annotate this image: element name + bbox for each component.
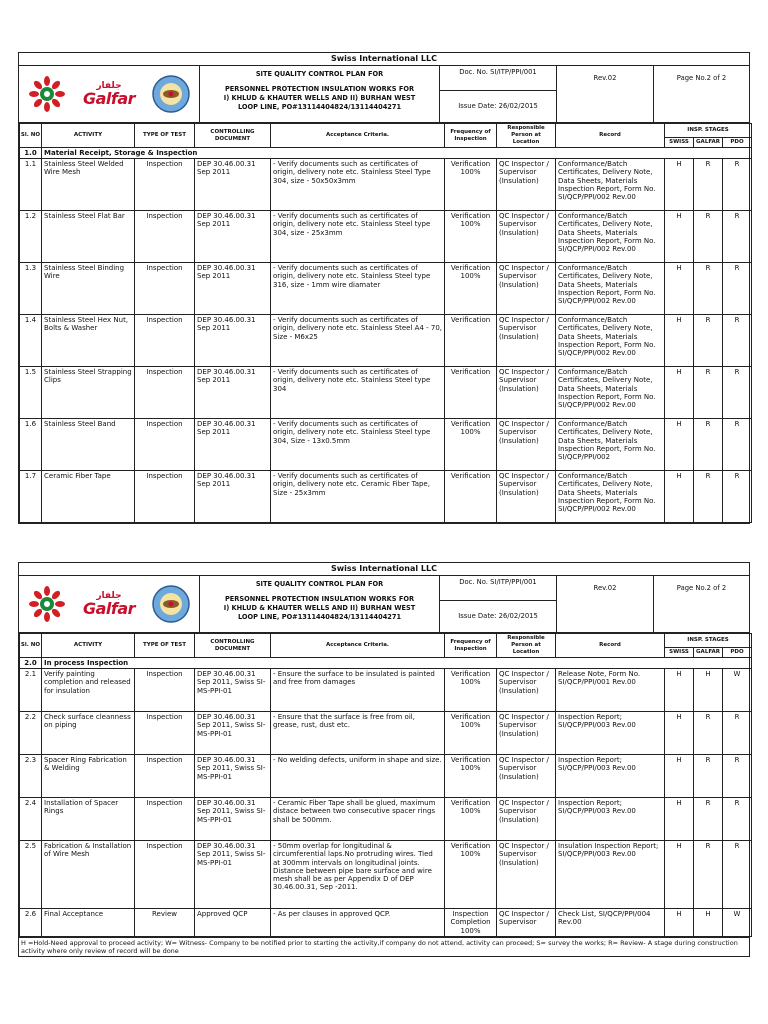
cell-no: 2.3 — [20, 755, 42, 798]
title-line-1: SITE QUALITY CONTROL PLAN FOR — [255, 70, 384, 78]
galfar-logo-text: Galfar — [82, 89, 136, 108]
cell-swiss: H — [665, 419, 694, 471]
cell-doc: DEP 30.46.00.31 Sep 2011 — [195, 471, 271, 523]
doc-info — [440, 576, 557, 632]
section-number: 1.0 — [20, 148, 42, 159]
logo-area — [19, 66, 200, 122]
cell-criteria: - 50mm overlap for longitudinal & circumferential laps.No protruding wires. Tied at 300mm intervals on longitudinal joints. Distance between pipe bare surface and wire mesh shall be as per Appendix D of DEP 30.46.00.31, Sep -2011. — [271, 841, 445, 909]
cell-test: Inspection — [135, 367, 195, 419]
cell-freq: Inspection Completion 100% — [445, 909, 497, 937]
col-activity: ACTIVITY — [42, 634, 135, 658]
cell-record: Conformance/Batch Certificates, Delivery Note, Data Sheets, Materials Inspection Report, Form No. SI/QCP/PPI/002 Rev.00 — [556, 159, 665, 211]
doc-info — [440, 66, 557, 122]
cell-no: 1.5 — [20, 367, 42, 419]
cell-freq: Verification 100% — [445, 841, 497, 909]
galfar-logo-text: Galfar — [82, 599, 136, 618]
cell-pdo: R — [723, 211, 752, 263]
cell-galfar: R — [694, 471, 723, 523]
cell-doc: DEP 30.46.00.31 Sep 2011, Swiss SI-MS-PPI-01 — [195, 712, 271, 755]
cell-record: Inspection Report; SI/QCP/PPI/003 Rev.00 — [556, 755, 665, 798]
issue-date: Issue Date: 26/02/2015 — [458, 612, 538, 620]
cell-freq: Verification 100% — [445, 159, 497, 211]
cell-resp: QC Inspector / Supervisor (Insulation) — [497, 471, 556, 523]
cell-resp: QC Inspector / Supervisor (Insulation) — [497, 841, 556, 909]
cell-resp: QC Inspector / Supervisor (Insulation) — [497, 159, 556, 211]
sheet-header — [19, 66, 749, 123]
cell-pdo: W — [723, 669, 752, 712]
plan-title — [200, 576, 440, 632]
cell-galfar: R — [694, 419, 723, 471]
cell-record: Inspection Report; SI/QCP/PPI/003 Rev.00 — [556, 798, 665, 841]
cell-pdo: R — [723, 367, 752, 419]
cell-no: 1.3 — [20, 263, 42, 315]
col-galfar: GALFAR — [694, 138, 723, 148]
col-responsible: Responsible Person at Location — [497, 124, 556, 148]
cell-swiss: H — [665, 159, 694, 211]
cell-swiss: H — [665, 909, 694, 937]
cell-freq: Verification — [445, 471, 497, 523]
cell-record: Conformance/Batch Certificates, Delivery Note, Data Sheets, Materials Inspection Report, Form No. SI/QCP/PPI/002 Rev.00 — [556, 367, 665, 419]
cell-test: Inspection — [135, 471, 195, 523]
cell-activity: Installation of Spacer Rings — [42, 798, 135, 841]
cell-swiss: H — [665, 315, 694, 367]
cell-criteria: - Verify documents such as certificates of origin, delivery note etc. Stainless Steel type 316, size - 1mm wire diamater — [271, 263, 445, 315]
cell-record: Check List, SI/QCP/PPI/004 Rev.00 — [556, 909, 665, 937]
qcp-table — [19, 633, 752, 937]
cell-resp: QC Inspector / Supervisor (Insulation) — [497, 712, 556, 755]
section-header — [20, 658, 752, 669]
cell-galfar: R — [694, 159, 723, 211]
cell-no: 2.2 — [20, 712, 42, 755]
cell-criteria: - No welding defects, uniform in shape and size. — [271, 755, 445, 798]
cell-galfar: R — [694, 798, 723, 841]
issue-date: Issue Date: 26/02/2015 — [458, 102, 538, 110]
cell-resp: QC Inspector / Supervisor (Insulation) — [497, 315, 556, 367]
flower-logo-icon — [27, 74, 67, 114]
title-line-3: I) KHLUD & KHAUTER WELLS AND II) BURHAN WEST — [223, 94, 416, 102]
cell-test: Inspection — [135, 263, 195, 315]
cell-swiss: H — [665, 367, 694, 419]
cell-activity: Stainless Steel Welded Wire Mesh — [42, 159, 135, 211]
cell-record: Insulation Inspection Report; SI/QCP/PPI/003 Rev.00 — [556, 841, 665, 909]
title-line-2: PERSONNEL PROTECTION INSULATION WORKS FOR — [224, 85, 415, 93]
cell-freq: Verification 100% — [445, 712, 497, 755]
title-line-4: LOOP LINE, PO#13114404824/13114404271 — [237, 613, 402, 621]
cell-freq: Verification 100% — [445, 755, 497, 798]
cell-pdo: R — [723, 841, 752, 909]
col-swiss: SWISS — [665, 138, 694, 148]
qcp-table — [19, 123, 752, 523]
cell-swiss: H — [665, 755, 694, 798]
cell-test: Inspection — [135, 798, 195, 841]
cell-test: Inspection — [135, 712, 195, 755]
cell-swiss: H — [665, 263, 694, 315]
company-name: Swiss International LLC — [19, 53, 749, 66]
col-type-of-test: TYPE OF TEST — [135, 124, 195, 148]
cell-criteria: - Verify documents such as certificates of origin, delivery note etc. Ceramic Fiber Tape, Size - 25x3mm — [271, 471, 445, 523]
cell-resp: QC Inspector / Supervisor (Insulation) — [497, 419, 556, 471]
cell-pdo: R — [723, 798, 752, 841]
col-frequency: Frequency of Inspection — [445, 634, 497, 658]
page-number: Page No.2 of 2 — [676, 74, 727, 82]
doc-number: Doc. No. SI/ITP/PPI/001 — [440, 576, 556, 601]
cell-test: Inspection — [135, 211, 195, 263]
cell-record: Conformance/Batch Certificates, Delivery Note, Data Sheets, Materials Inspection Report, Form No. SI/QCP/PPI/002 Rev.00 — [556, 315, 665, 367]
section-title: Material Receipt, Storage & Inspection — [42, 148, 752, 159]
col-insp-stages: INSP. STAGES — [665, 634, 752, 648]
flower-logo-icon — [27, 584, 67, 624]
cell-doc: DEP 30.46.00.31 Sep 2011, Swiss SI-MS-PPI-01 — [195, 755, 271, 798]
col-controlling-document: CONTROLLING DOCUMENT — [195, 124, 271, 148]
cell-activity: Final Acceptance — [42, 909, 135, 937]
cell-activity: Verify painting completion and released for insulation — [42, 669, 135, 712]
cell-freq: Verification 100% — [445, 798, 497, 841]
col-frequency: Frequency of Inspection — [445, 124, 497, 148]
table-row — [20, 367, 752, 419]
cell-freq: Verification 100% — [445, 263, 497, 315]
cell-galfar: R — [694, 315, 723, 367]
cell-activity: Stainless Steel Binding Wire — [42, 263, 135, 315]
company-name: Swiss International LLC — [19, 563, 749, 576]
section-title: In process Inspection — [42, 658, 752, 669]
col-swiss: SWISS — [665, 648, 694, 658]
cell-pdo: W — [723, 909, 752, 937]
galfar-logo — [83, 591, 135, 617]
qcp-sheet-1 — [18, 52, 750, 524]
cell-freq: Verification 100% — [445, 419, 497, 471]
table-row — [20, 755, 752, 798]
section-header — [20, 148, 752, 159]
cell-no: 2.6 — [20, 909, 42, 937]
cell-test: Inspection — [135, 159, 195, 211]
cell-criteria: - Verify documents such as certificates of origin, delivery note etc. Stainless Steel A4 - 70, Size - M6x25 — [271, 315, 445, 367]
table-row — [20, 211, 752, 263]
cell-doc: DEP 30.46.00.31 Sep 2011, Swiss SI-MS-PPI-01 — [195, 669, 271, 712]
cell-test: Inspection — [135, 755, 195, 798]
cell-activity: Stainless Steel Band — [42, 419, 135, 471]
revision: Rev.02 — [557, 66, 654, 122]
cell-record: Conformance/Batch Certificates, Delivery Note, Data Sheets, Materials Inspection Report, Form No. SI/QCP/PPI/002 Rev.00 — [556, 263, 665, 315]
title-line-2: PERSONNEL PROTECTION INSULATION WORKS FOR — [224, 595, 415, 603]
title-line-3: I) KHLUD & KHAUTER WELLS AND II) BURHAN WEST — [223, 604, 416, 612]
cell-swiss: H — [665, 798, 694, 841]
cell-doc: DEP 30.46.00.31 Sep 2011 — [195, 159, 271, 211]
col-galfar: GALFAR — [694, 648, 723, 658]
col-pdo: PDO — [723, 648, 752, 658]
qcp-sheet-2 — [18, 562, 750, 957]
cell-no: 2.4 — [20, 798, 42, 841]
cell-swiss: H — [665, 712, 694, 755]
cell-pdo: R — [723, 419, 752, 471]
cell-pdo: R — [723, 159, 752, 211]
col-sl-no: Sl. NO — [20, 634, 42, 658]
cell-activity: Stainless Steel Flat Bar — [42, 211, 135, 263]
table-row — [20, 315, 752, 367]
cell-record: Inspection Report; SI/QCP/PPI/003 Rev.00 — [556, 712, 665, 755]
cell-criteria: - Verify documents such as certificates of origin, delivery note etc. Stainless Steel type 304, Size - 13x0.5mm — [271, 419, 445, 471]
sheet-header — [19, 576, 749, 633]
col-controlling-document: CONTROLLING DOCUMENT — [195, 634, 271, 658]
cell-test: Inspection — [135, 315, 195, 367]
cell-activity: Fabrication & Installation of Wire Mesh — [42, 841, 135, 909]
cell-swiss: H — [665, 471, 694, 523]
cell-resp: QC Inspector / Supervisor (Insulation) — [497, 211, 556, 263]
table-row — [20, 798, 752, 841]
cell-activity: Ceramic Fiber Tape — [42, 471, 135, 523]
pdo-emblem-icon — [151, 584, 191, 624]
cell-criteria: - Verify documents such as certificates of origin, delivery note etc. Stainless Steel type 304 — [271, 367, 445, 419]
table-row — [20, 909, 752, 937]
cell-test: Review — [135, 909, 195, 937]
cell-swiss: H — [665, 669, 694, 712]
cell-doc: DEP 30.46.00.31 Sep 2011 — [195, 263, 271, 315]
col-pdo: PDO — [723, 138, 752, 148]
cell-galfar: R — [694, 211, 723, 263]
cell-freq: Verification 100% — [445, 211, 497, 263]
doc-number: Doc. No. SI/ITP/PPI/001 — [440, 66, 556, 91]
cell-resp: QC Inspector / Supervisor (Insulation) — [497, 798, 556, 841]
table-row — [20, 419, 752, 471]
cell-resp: QC Inspector / Supervisor (Insulation) — [497, 367, 556, 419]
logo-area — [19, 576, 200, 632]
col-acceptance: Acceptance Criteria. — [271, 634, 445, 658]
plan-title — [200, 66, 440, 122]
cell-pdo: R — [723, 263, 752, 315]
cell-record: Conformance/Batch Certificates, Delivery Note, Data Sheets, Materials Inspection Report, Form No. SI/QCP/PPI/002 Rev.00 — [556, 211, 665, 263]
cell-galfar: R — [694, 841, 723, 909]
cell-activity: Stainless Steel Hex Nut, Bolts & Washer — [42, 315, 135, 367]
col-type-of-test: TYPE OF TEST — [135, 634, 195, 658]
cell-doc: DEP 30.46.00.31 Sep 2011 — [195, 367, 271, 419]
cell-test: Inspection — [135, 419, 195, 471]
cell-galfar: H — [694, 669, 723, 712]
cell-criteria: - Ensure the surface to be insulated is painted and free from damages — [271, 669, 445, 712]
cell-resp: QC Inspector / Supervisor (Insulation) — [497, 669, 556, 712]
cell-record: Conformance/Batch Certificates, Delivery Note, Data Sheets, Materials Inspection Report, Form No. SI/QCP/PPI/002 Rev.00 — [556, 471, 665, 523]
cell-pdo: R — [723, 315, 752, 367]
section-number: 2.0 — [20, 658, 42, 669]
cell-galfar: R — [694, 367, 723, 419]
col-acceptance: Acceptance Criteria. — [271, 124, 445, 148]
table-row — [20, 159, 752, 211]
legend-note: H =Hold-Need approval to proceed activity; W= Witness- Company to be notified prior to starting the activity,if company do not attend, activity can proceed; S= survey the works; R= Review- A stage during construction activity where only review of record will be done — [19, 937, 749, 956]
cell-no: 2.1 — [20, 669, 42, 712]
col-sl-no: Sl. NO — [20, 124, 42, 148]
cell-no: 2.5 — [20, 841, 42, 909]
cell-swiss: H — [665, 211, 694, 263]
cell-no: 1.7 — [20, 471, 42, 523]
cell-test: Inspection — [135, 841, 195, 909]
col-responsible: Responsible Person at Location — [497, 634, 556, 658]
galfar-logo — [83, 81, 135, 107]
pdo-emblem-icon — [151, 74, 191, 114]
cell-criteria: - Ceramic Fiber Tape shall be glued, maximum distace between two consecutive spacer rings shall be 500mm. — [271, 798, 445, 841]
cell-record: Release Note, Form No. SI/QCP/PPI/001 Rev.00 — [556, 669, 665, 712]
table-row — [20, 712, 752, 755]
col-activity: ACTIVITY — [42, 124, 135, 148]
cell-swiss: H — [665, 841, 694, 909]
title-line-1: SITE QUALITY CONTROL PLAN FOR — [255, 580, 384, 588]
revision: Rev.02 — [557, 576, 654, 632]
table-row — [20, 471, 752, 523]
cell-activity: Stainless Steel Strapping Clips — [42, 367, 135, 419]
cell-no: 1.1 — [20, 159, 42, 211]
cell-resp: QC Inspector / Supervisor — [497, 909, 556, 937]
cell-galfar: R — [694, 712, 723, 755]
cell-freq: Verification — [445, 367, 497, 419]
cell-record: Conformance/Batch Certificates, Delivery Note, Data Sheets, Materials Inspection Report, Form No. SI/QCP/PPI/002 — [556, 419, 665, 471]
cell-doc: DEP 30.46.00.31 Sep 2011 — [195, 211, 271, 263]
col-insp-stages: INSP. STAGES — [665, 124, 752, 138]
cell-no: 1.2 — [20, 211, 42, 263]
table-row — [20, 263, 752, 315]
cell-criteria: - Verify documents such as certificates of origin, delivery note etc. Stainless Steel type 304, size - 25x3mm — [271, 211, 445, 263]
cell-galfar: R — [694, 755, 723, 798]
cell-no: 1.4 — [20, 315, 42, 367]
cell-doc: Approved QCP — [195, 909, 271, 937]
cell-freq: Verification 100% — [445, 669, 497, 712]
cell-galfar: R — [694, 263, 723, 315]
table-row — [20, 669, 752, 712]
cell-pdo: R — [723, 471, 752, 523]
cell-doc: DEP 30.46.00.31 Sep 2011 — [195, 419, 271, 471]
cell-pdo: R — [723, 755, 752, 798]
cell-criteria: - As per clauses in approved QCP. — [271, 909, 445, 937]
cell-doc: DEP 30.46.00.31 Sep 2011 — [195, 315, 271, 367]
cell-pdo: R — [723, 712, 752, 755]
galfar-logo-arabic: جلفار — [96, 591, 122, 601]
page-number: Page No.2 of 2 — [676, 584, 727, 592]
cell-criteria: - Ensure that the surface is free from oil, grease, rust, dust etc. — [271, 712, 445, 755]
cell-test: Inspection — [135, 669, 195, 712]
cell-doc: DEP 30.46.00.31 Sep 2011, Swiss SI-MS-PPI-01 — [195, 798, 271, 841]
cell-activity: Spacer Ring Fabrication & Welding — [42, 755, 135, 798]
cell-galfar: H — [694, 909, 723, 937]
galfar-logo-arabic: جلفار — [96, 81, 122, 91]
col-record: Record — [556, 124, 665, 148]
title-line-4: LOOP LINE, PO#13114404824/13114404271 — [237, 103, 402, 111]
cell-criteria: - Verify documents such as certificates of origin, delivery note etc. Stainless Steel Type 304, size - 50x50x3mm — [271, 159, 445, 211]
cell-resp: QC Inspector / Supervisor (Insulation) — [497, 755, 556, 798]
cell-resp: QC Inspector / Supervisor (Insulation) — [497, 263, 556, 315]
table-row — [20, 841, 752, 909]
cell-activity: Check surface cleanness on piping — [42, 712, 135, 755]
cell-no: 1.6 — [20, 419, 42, 471]
col-record: Record — [556, 634, 665, 658]
cell-doc: DEP 30.46.00.31 Sep 2011, Swiss SI-MS-PPI-01 — [195, 841, 271, 909]
cell-freq: Verification — [445, 315, 497, 367]
